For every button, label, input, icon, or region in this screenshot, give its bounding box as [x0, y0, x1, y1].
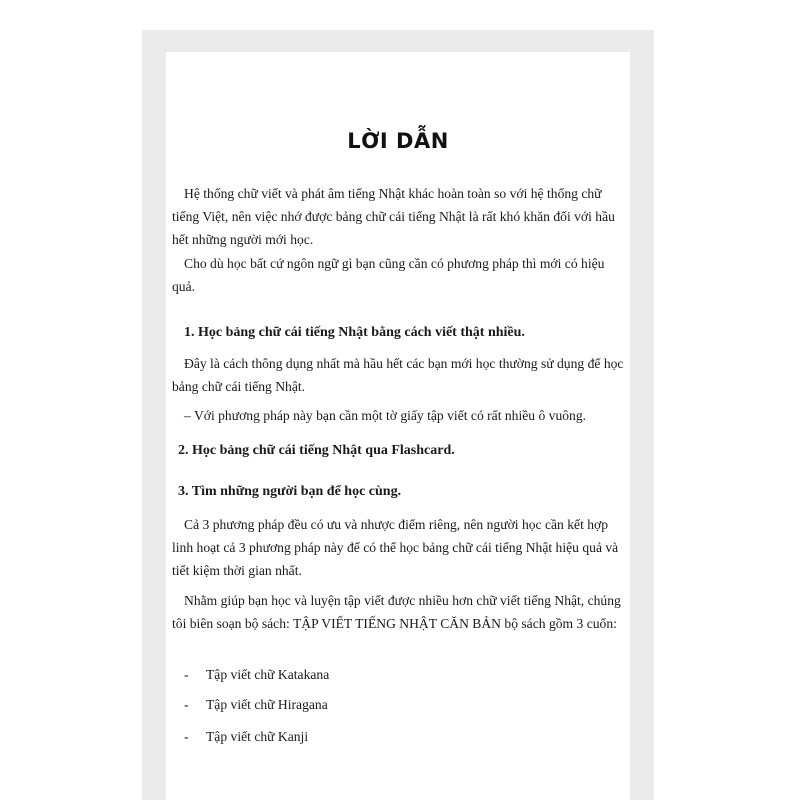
book-list-item [184, 725, 614, 748]
method-1-description: Đây là cách thông dụng nhất mà hầu hết các bạn mới học thường sử dụng để học bảng chữ cái tiếng Nhật. [172, 356, 624, 394]
list-bullet: - [184, 667, 189, 682]
list-bullet: - [184, 729, 189, 744]
method-1-note: – Với phương pháp này bạn cần một tờ giấy tập viết có rất nhiều ô vuông. [184, 408, 587, 423]
list-bullet: - [184, 697, 189, 712]
summary-paragraph: Cả 3 phương pháp đều có ưu và nhược điểm riêng, nên người học cần kết hợp linh hoạt cả 3 phương pháp này để có thể học bảng chữ cái tiếng Nhật hiệu quả và tiết kiệm thời gian nhất. [172, 517, 619, 578]
book-list-item [184, 693, 614, 716]
book-title: Tập viết chữ Kanji [206, 729, 309, 744]
book-list-item [184, 663, 614, 686]
page-title: LỜI DẪN [347, 129, 449, 153]
method-2-heading: 2. Học bảng chữ cái tiếng Nhật qua Flashcard. [178, 443, 455, 458]
method-3-heading: 3. Tìm những người bạn để học cùng. [178, 484, 402, 499]
intro-paragraph: Hệ thống chữ viết và phát âm tiếng Nhật khác hoàn toàn so với hệ thống chữ tiếng Việt, nên việc nhớ được bảng chữ cái tiếng Nhật là rất khó khăn đối với hầu hết những người mới học. [172, 186, 615, 247]
method-note-paragraph: Cho dù học bất cứ ngôn ngữ gì bạn cũng cần có phương pháp thì mới có hiệu quả. [172, 256, 605, 294]
book-title: Tập viết chữ Katakana [206, 667, 330, 682]
method-1-heading: 1. Học bảng chữ cái tiếng Nhật bằng cách viết thật nhiều. [184, 325, 525, 340]
book-title: Tập viết chữ Hiragana [206, 697, 328, 712]
book-intro-paragraph: Nhằm giúp bạn học và luyện tập viết được nhiều hơn chữ viết tiếng Nhật, chúng tôi biên soạn bộ sách: TẬP VIẾT TIẾNG NHẬT CĂN BẢN bộ sách gồm 3 cuốn: [172, 593, 621, 631]
book-page [166, 52, 630, 800]
